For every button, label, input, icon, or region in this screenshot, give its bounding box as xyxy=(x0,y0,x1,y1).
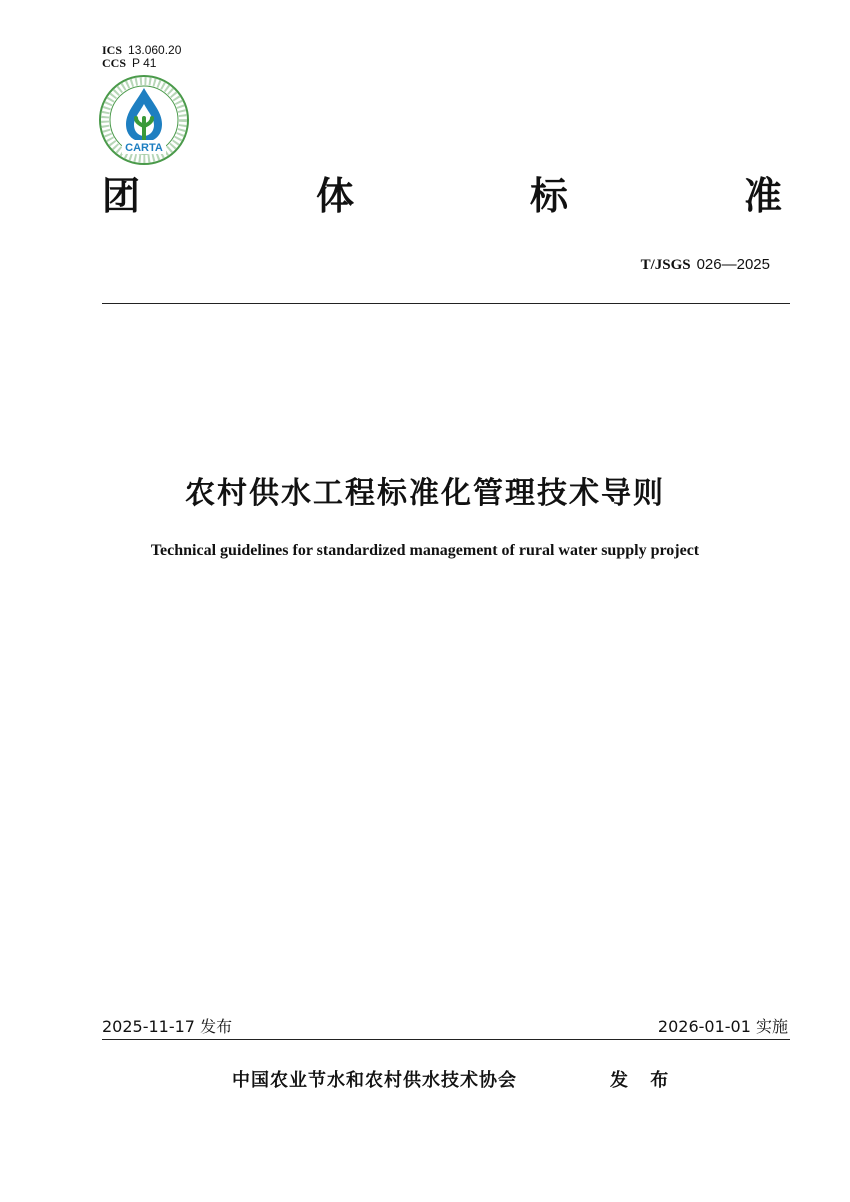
title-english: Technical guidelines for standardized management of rural water supply project xyxy=(150,542,700,559)
bottom-divider xyxy=(102,1039,790,1040)
carta-logo xyxy=(98,74,190,166)
standard-number xyxy=(641,256,770,274)
ccs-label: CCS xyxy=(102,56,127,70)
standard-number-prefix: T/JSGS xyxy=(640,257,691,273)
category-char-4: 准 xyxy=(743,174,782,218)
publish-label: 发 布 xyxy=(610,1070,677,1091)
category-char-1: 团 xyxy=(102,174,141,218)
implementation-date: 2026-01-01 实施 xyxy=(657,1017,788,1036)
classification-codes xyxy=(102,44,181,70)
ics-value: 13.060.20 xyxy=(128,43,182,57)
ccs-code xyxy=(102,57,181,70)
publisher-name: 中国农业节水和农村供水技术协会 xyxy=(232,1070,517,1091)
issue-date: 2025-11-17 发布 xyxy=(102,1017,233,1036)
category-char-2: 体 xyxy=(315,174,354,218)
top-divider xyxy=(102,303,790,304)
category-heading xyxy=(102,168,782,228)
ics-label: ICS xyxy=(102,43,123,57)
logo-text: CARTA xyxy=(125,142,163,154)
ccs-value: P 41 xyxy=(132,56,157,70)
category-char-3: 标 xyxy=(529,174,568,218)
title-chinese: 农村供水工程标准化管理技术导则 xyxy=(185,476,665,511)
standard-number-value: 026—2025 xyxy=(696,256,770,273)
